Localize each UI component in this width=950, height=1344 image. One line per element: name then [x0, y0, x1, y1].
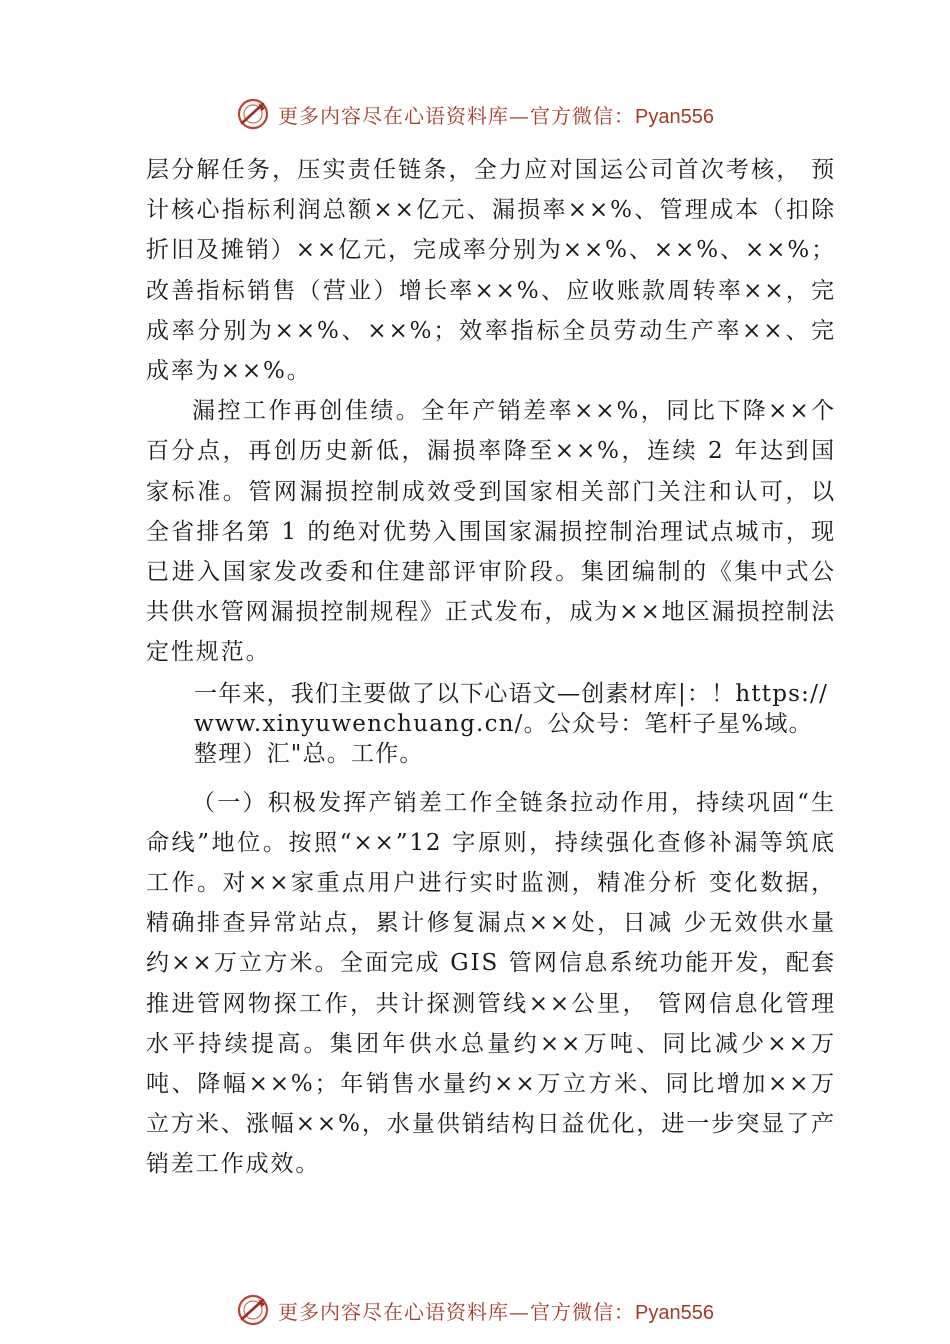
paragraph-assessment-targets: 层分解任务，压实责任链条，全力应对国运公司首次考核， 预计核心指标利润总额××亿元、漏损率××%、管理成本（扣除折旧及摊销）××亿元，完成率分别为××%、××%、××%；改善指标销售（营业）增长率××%、应收账款周转率××，完成率分别为××%、××%；效率指标全员劳动生产率××、完成率为××%。	[146, 157, 836, 385]
footer-watermark-banner	[0, 1290, 950, 1330]
banner-text: 更多内容尽在心语资料库—官方微信：Pyan556	[278, 103, 714, 128]
red-seal-logo-icon	[236, 97, 270, 131]
paragraph-leak-control: 漏控工作再创佳绩。全年产销差率××%，同比下降××个百分点，再创历史新低，漏损率降至××%，连续 2 年达到国家标准。管网漏损控制成效受到国家相关部门关注和认可，以全省排名第 1 的绝对优势入围国家漏损控制治理试点城市，现已进入国家发改委和住建部评审阶段。集团编制的《集中式公共供水管网漏损控制规程》正式发布，成为××地区漏损控制法定性规范。	[146, 398, 836, 666]
document-body	[146, 150, 836, 1185]
banner-text: 更多内容尽在心语资料库—官方微信：Pyan556	[278, 1299, 714, 1324]
paragraph-section-one: （一）积极发挥产销差工作全链条拉动作用，持续巩固“生命线”地位。按照“××”12 字原则，持续强化查修补漏等筑底工作。对××家重点用户进行实时监测，精准分析 变化数据，精确排查异常站点，累计修复漏点××处，日减 少无效供水量约××万立方米。全面完成 GIS 管网信息系统功能开发，配套推进管网物探工作，共计探测管线××公里， 管网信息化管理水平持续提高。集团年供水总量约××万吨、同比减少××万吨、降幅××%；年销售水量约××万立方米、同比增加××万立方米、涨幅××%，水量供销结构日益优化，进一步突显了产销差工作成效。	[146, 789, 836, 1178]
paragraph-source-note: 一年来，我们主要做了以下心语文—创素材库|：！https://www.xinyuwenchuang.cn/。公众号：笔杆子星%域。整理）汇"总。工作。	[194, 680, 829, 767]
red-seal-logo-icon	[236, 1293, 270, 1327]
header-watermark-banner	[0, 94, 950, 134]
